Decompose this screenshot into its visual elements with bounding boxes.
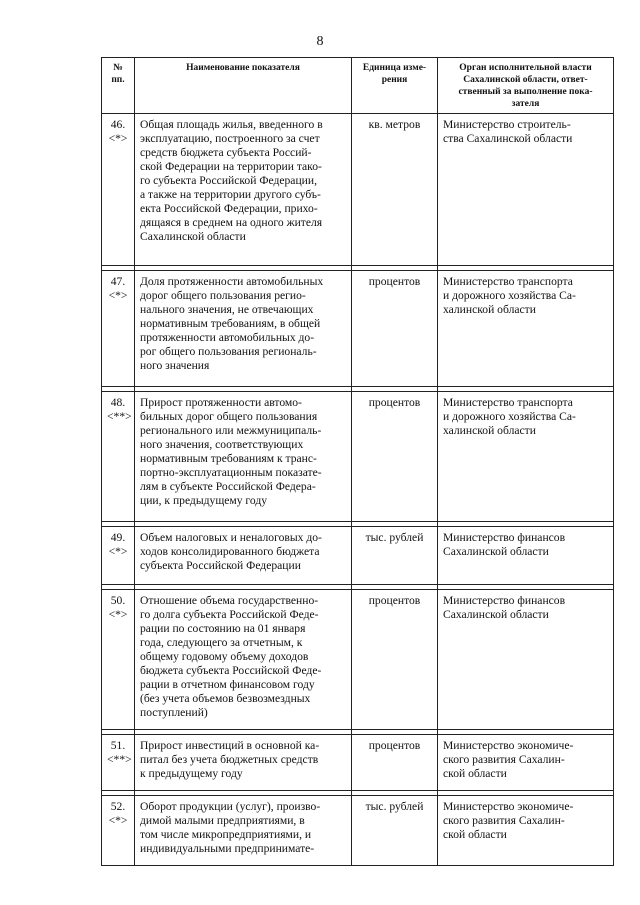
indicator-name: Прирост инвестиций в основной ка- питал без учета бюджетных средств к предыдущему году [135,735,352,791]
unit-of-measure: процентов [352,735,438,791]
table-row [102,392,614,522]
table-row [102,735,614,791]
table-row [102,271,614,387]
indicator-name: Общая площадь жилья, введенного в эксплуатацию, построенного за счет средств бюджета субъекта Россий- ской Федерации на территории тако- го субъекта Российской Федерации, а также на территории другого субъ- екта Российской Федерации, прихо- дящаяся в среднем на одного жителя Сахалинской области [135,114,352,266]
header-num: № пп. [102,58,135,114]
page-number: 8 [316,34,324,49]
unit-of-measure: тыс. рублей [352,796,438,866]
table-header-row [102,58,614,114]
indicator-name: Отношение объема государственно- го долга субъекта Российской Феде- рации по состоянию на 01 января года, следующего за отчетным, к общему годовому объему доходов бюджета субъекта Российской Феде- рации в отчетном финансовом году (без учета объемов безвозмездных поступлений) [135,590,352,730]
unit-of-measure: процентов [352,590,438,730]
responsible-authority: Министерство экономиче- ского развития Сахалин- ской области [438,735,614,791]
table-row [102,590,614,730]
responsible-authority: Министерство экономиче- ского развития Сахалин- ской области [438,796,614,866]
indicator-name: Доля протяженности автомобильных дорог общего пользования регио- нального значения, не отвечающих нормативным требованиям, в общей протяженности автомобильных до- рог общего пользования региональ- ного значения [135,271,352,387]
responsible-authority: Министерство транспорта и дорожного хозяйства Са- халинской области [438,271,614,387]
unit-of-measure: тыс. рублей [352,527,438,585]
indicator-name: Оборот продукции (услуг), произво- димой малыми предприятиями, в том числе микропредприятиями, и индивидуальными предпринимате- [135,796,352,866]
responsible-authority: Министерство строитель- ства Сахалинской области [438,114,614,266]
row-number: 49. <*> [102,527,135,585]
indicator-name: Объем налоговых и неналоговых до- ходов консолидированного бюджета субъекта Российской Федерации [135,527,352,585]
header-name: Наименование показателя [135,58,352,114]
table-row [102,527,614,585]
row-number: 47. <*> [102,271,135,387]
responsible-authority: Министерство финансов Сахалинской области [438,590,614,730]
table-row [102,796,614,866]
row-number: 52. <*> [102,796,135,866]
row-number: 48. <**> [102,392,135,522]
row-number: 50. <*> [102,590,135,730]
indicator-name: Прирост протяженности автомо- бильных дорог общего пользования регионального или межмуниципаль- ного значения, соответствующих нормативным требованиям к транс- портно-эксплуатационным показате- лям в субъекте Российской Федера- ции, к предыдущему году [135,392,352,522]
row-number: 46. <*> [102,114,135,266]
row-number: 51. <**> [102,735,135,791]
unit-of-measure: кв. метров [352,114,438,266]
header-unit: Единица изме- рения [352,58,438,114]
unit-of-measure: процентов [352,271,438,387]
unit-of-measure: процентов [352,392,438,522]
header-org: Орган исполнительной власти Сахалинской области, ответ- ственный за выполнение пока- зателя [438,58,614,114]
responsible-authority: Министерство транспорта и дорожного хозяйства Са- халинской области [438,392,614,522]
indicators-table [101,57,614,866]
responsible-authority: Министерство финансов Сахалинской области [438,527,614,585]
table-row [102,114,614,266]
